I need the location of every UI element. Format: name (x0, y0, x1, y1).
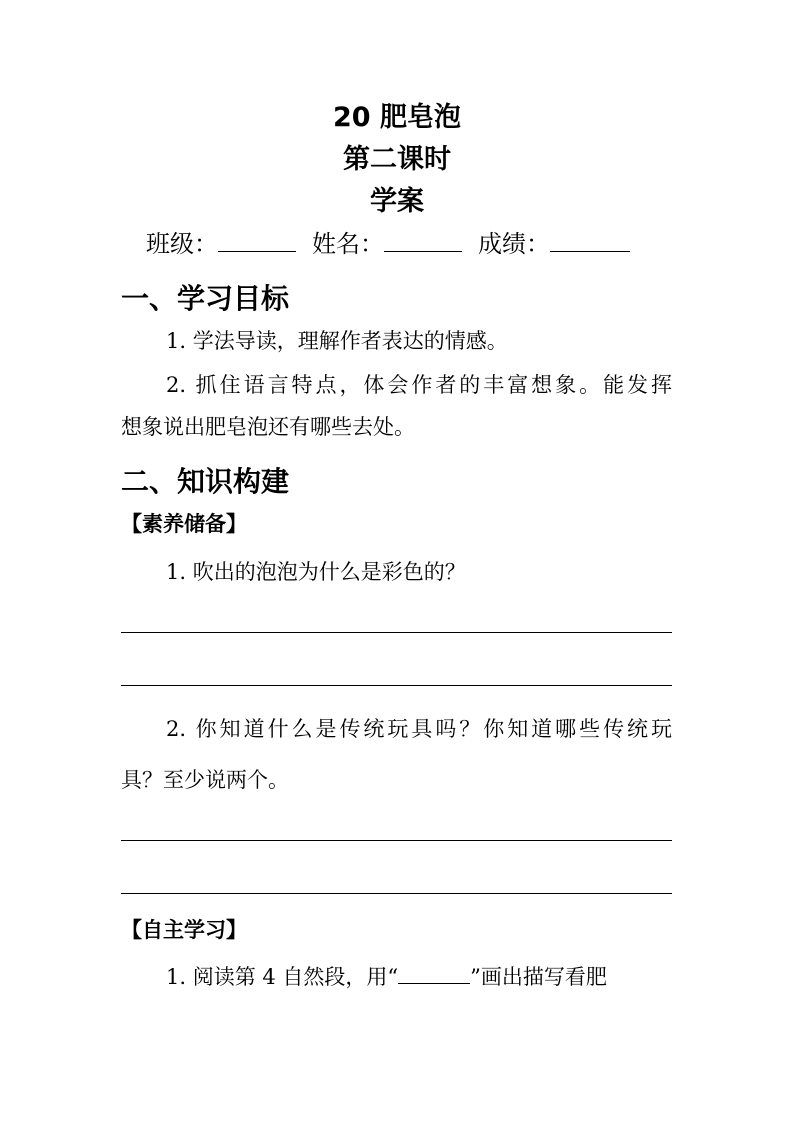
subheading-self-study: 【自主学习】 (121, 918, 247, 942)
question-2-line2: 具？至少说两个。 (121, 768, 289, 792)
doc-type: 学案 (370, 186, 424, 217)
score-label: 成绩： (478, 230, 550, 258)
subheading-literacy-reserve: 【素养储备】 (121, 512, 247, 536)
question-2-line1: 2. 你知道什么是传统玩具吗？你知道哪些传统玩 (166, 717, 672, 741)
task-1-prefix: 1. 阅读第 4 自然段，用“ (166, 965, 399, 989)
class-blank[interactable] (218, 229, 296, 252)
goal-2-line1: 2. 抓住语言特点，体会作者的丰富想象。能发挥 (166, 373, 672, 397)
answer-line[interactable] (121, 893, 672, 894)
section2-heading: 二、知识构建 (121, 465, 290, 498)
question-1: 1. 吹出的泡泡为什么是彩色的？ (166, 560, 466, 584)
lesson-label: 第二课时 (343, 144, 451, 175)
answer-line[interactable] (121, 685, 672, 686)
task-1 (166, 963, 607, 991)
goal-1: 1. 学法导读，理解作者表达的情感。 (166, 329, 508, 353)
underline-sample (398, 963, 470, 984)
name-label: 姓名： (312, 230, 384, 258)
answer-line[interactable] (121, 840, 672, 841)
answer-line[interactable] (121, 632, 672, 633)
name-blank[interactable] (384, 229, 462, 252)
class-label: 班级： (146, 230, 218, 258)
student-info-row (146, 229, 630, 259)
section1-heading: 一、学习目标 (121, 282, 290, 315)
doc-title: 20 肥皂泡 (333, 102, 461, 133)
score-blank[interactable] (550, 229, 630, 252)
task-1-suffix: ”画出描写看肥 (470, 965, 607, 989)
goal-2-line2: 想象说出肥皂泡还有哪些去处。 (121, 415, 415, 439)
